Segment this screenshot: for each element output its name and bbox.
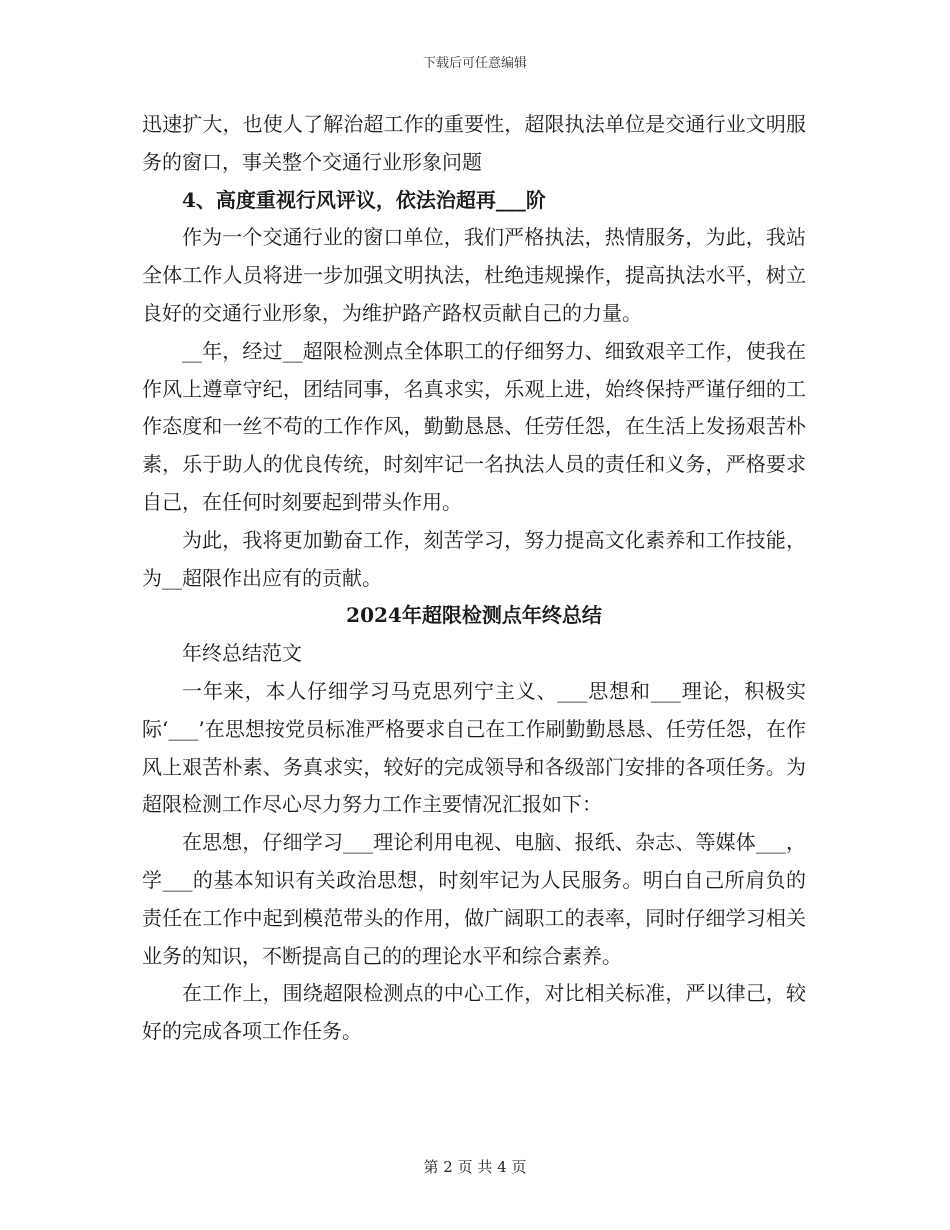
page-header: 下载后可任意编辑 <box>422 56 527 71</box>
subtitle: 年终总结范文 <box>182 641 302 666</box>
document-title: 2024年超限检测点年终总结 <box>346 603 602 628</box>
paragraph: 在思想，仔细学习___理论利用电视、电脑、报纸、杂志、等媒体___，学___的基本知识有关政治思想，时刻牢记为人民服务。明白自己所肩负的责任在工作中起到模范带头的作用，做广阔职工的表率，同时仔细学习相关业务的知识，不断提高自己的的理论水平和综合素养。 <box>142 830 806 968</box>
paragraph: 为此，我将更加勤奋工作，刻苦学习，努力提高文化素养和工作技能，为__超限作出应有的贡献。 <box>142 527 806 590</box>
paragraph: __年，经过__超限检测点全体职工的仔细努力、细致艰辛工作，使我在作风上遵章守纪，团结同事，名真求实，乐观上进，始终保持严谨仔细的工作态度和一丝不苟的工作作风，勤勤恳恳、任劳任怨，在生活上发扬艰苦朴素，乐于助人的优良传统，时刻牢记一名执法人员的责任和义务，严格要求自己，在任何时刻要起到带头作用。 <box>142 338 806 514</box>
page-footer: 第 2 页 共 4 页 <box>423 1158 527 1176</box>
paragraph: 一年来，本人仔细学习马克思列宁主义、___思想和___理论，积极实际‘___’在思想按党员标准严格要求自己在工作刷勤勤恳恳、任劳任怨，在作风上艰苦朴素、务真求实，较好的完成领导和各级部门安排的各项任务。为超限检测工作尽心尽力努力工作主要情况汇报如下： <box>142 678 806 817</box>
section-heading: 4、高度重视行风评议，依法治超再___阶 <box>182 187 546 212</box>
paragraph-continuation: 迅速扩大，也使人了解治超工作的重要性，超限执法单位是交通行业文明服务的窗口，事关整个交通行业形象问题 <box>142 112 806 174</box>
document-body <box>142 106 806 1051</box>
paragraph: 在工作上，围绕超限检测点的中心工作，对比相关标准，严以律己，较好的完成各项工作任务。 <box>142 981 806 1044</box>
paragraph: 作为一个交通行业的窗口单位，我们严格执法，热情服务，为此，我站全体工作人员将进一步加强文明执法，杜绝违规操作，提高执法水平，树立良好的交通行业形象，为维护路产路权贡献自己的力量。 <box>142 225 806 325</box>
